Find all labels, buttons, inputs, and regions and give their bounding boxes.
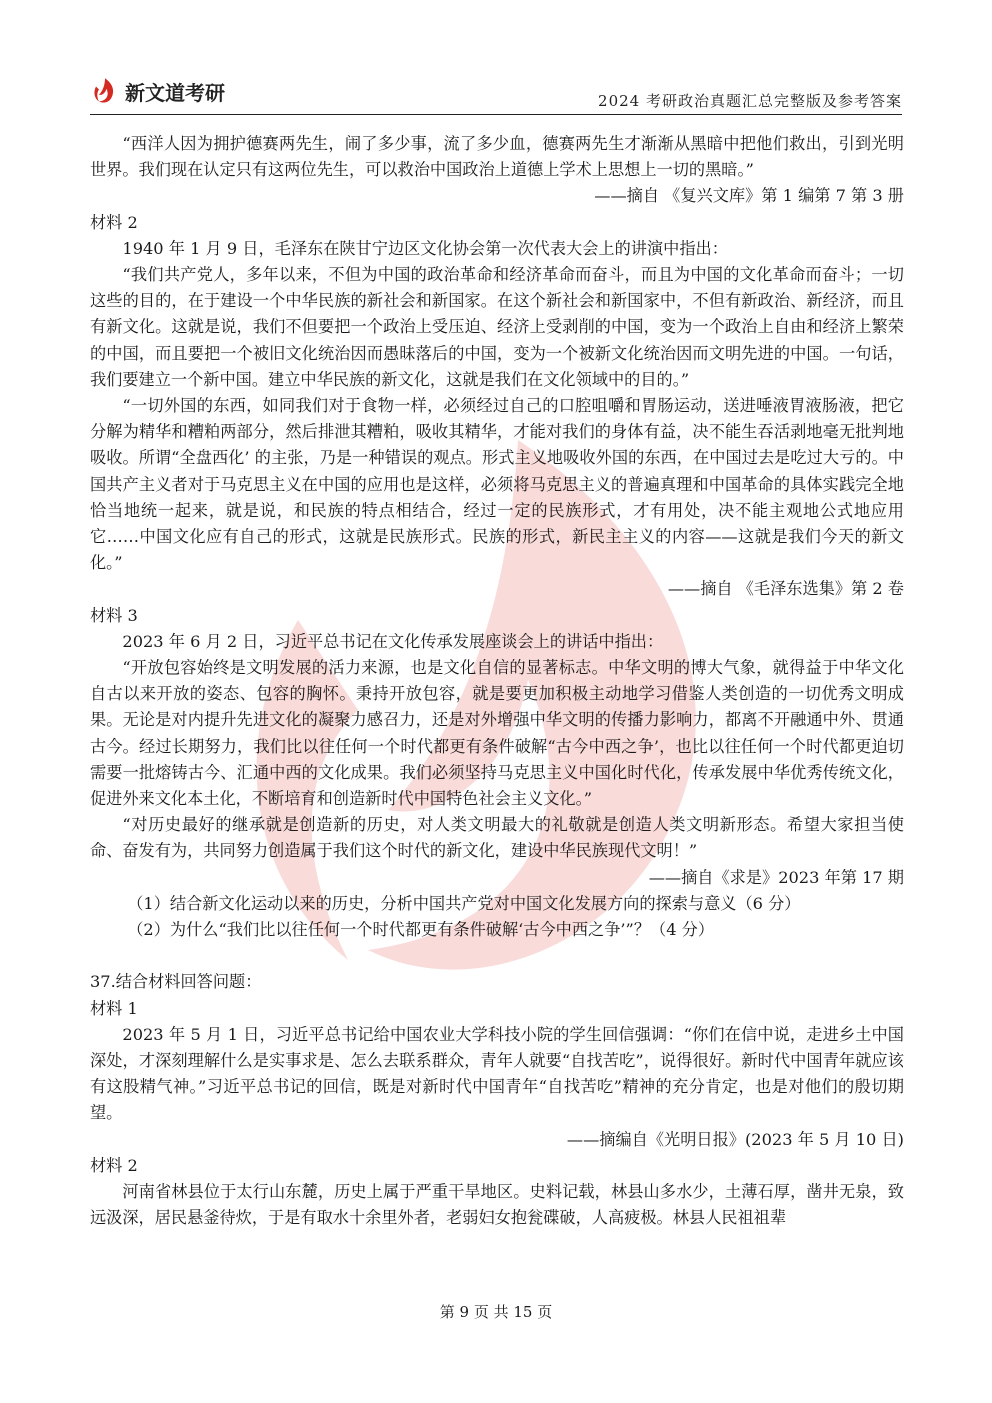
quote-paragraph: “一切外国的东西，如同我们对于食物一样，必须经过自己的口腔咀嚼和胃肠运动，送进唾液胃液肠液，把它分解为精华和糟粕两部分，然后排泄其糟粕，吸收其精华，才能对我们的身体有益，决不能生吞活剥地毫无批判地吸收。所谓“全盘西化’ 的主张，乃是一种错误的观点。形式主义地吸收外国的东西，在中国过去是吃过大亏的。中国共产主义者对于马克思主义在中国的应用也是这样，必须将马克思主义的普遍真理和中国革命的具体实践完全地恰当地统一起来，就是说，和民族的特点相结合，经过一定的民族形式，才有用处，决不能主观地公式地应用它……中国文化应有自己的形式，这就是民族形式。民族的形式，新民主主义的内容——这就是我们今天的新文化。” — [90, 396, 904, 573]
intro-paragraph: 2023 年 6 月 2 日，习近平总书记在文化传承发展座谈会上的讲话中指出： — [122, 631, 664, 651]
page-header — [90, 74, 902, 115]
spacer — [90, 943, 904, 969]
question-heading: 37.结合材料回答问题： — [90, 972, 262, 992]
logo — [90, 74, 225, 108]
citation: ——摘自《求是》2023 年第 17 期 — [648, 867, 904, 887]
page-number: 第 9 页 共 15 页 — [439, 1303, 553, 1321]
logo-text: 新文道考研 — [125, 80, 225, 105]
quote-paragraph: “我们共产党人，多年以来，不但为中国的政治革命和经济革命而奋斗，而且为中国的文化革命而奋斗；一切这些的目的，在于建设一个中华民族的新社会和新国家。在这个新社会和新国家中，不但有新政治、新经济，而且有新文化。这就是说，我们不但要把一个政治上受压迫、经济上受剥削的中国，变为一个政治上自由和经济上繁荣的中国，而且要把一个被旧文化统治因而愚昧落后的中国，变为一个被新文化统治因而文明先进的中国。一句话，我们要建立一个新中国。建立中华民族的新文化，这就是我们在文化领域中的目的。” — [90, 265, 904, 389]
intro-paragraph: 2023 年 5 月 1 日，习近平总书记给中国农业大学科技小院的学生回信强调：“你们在信中说，走进乡土中国深处，才深刻理解什么是实事求是、怎么去联系群众，青年人就要“自找苦吃”，说得很好。新时代中国青年就应该有这股精气神。”习近平总书记的回信，既是对新时代中国青年“自找苦吃”精神的充分肯定，也是对他们的殷切期望。 — [90, 1024, 904, 1123]
citation: ——摘自 《毛泽东选集》第 2 卷 — [667, 579, 904, 599]
quote-paragraph: “西洋人因为拥护德赛两先生，闹了多少事，流了多少血，德赛两先生才渐渐从黑暗中把他们救出，引到光明世界。我们现在认定只有这两位先生，可以救治中国政治上道德上学术上思想上一切的黑暗。” — [90, 134, 904, 180]
citation: ——摘自 《复兴文库》第 1 编第 7 第 3 册 — [594, 186, 904, 206]
material-label: 材料 1 — [90, 998, 138, 1018]
material-label: 材料 2 — [90, 212, 138, 232]
quote-paragraph: “对历史最好的继承就是创造新的历史，对人类文明最大的礼敬就是创造人类文明新形态。希望大家担当使命、奋发有为，共同努力创造属于我们这个时代的新文化，建设中华民族现代文明！” — [90, 815, 904, 861]
quote-paragraph: “开放包容始终是文明发展的活力来源，也是文化自信的显著标志。中华文明的博大气象，就得益于中华文化自古以来开放的姿态、包容的胸怀。秉持开放包容，就是要更加积极主动地学习借鉴人类创造的一切优秀文明成果。无论是对内提升先进文化的凝聚力感召力，还是对外增强中华文明的传播力影响力，都离不开融通中外、贯通古今。经过长期努力，我们比以往任何一个时代都更有条件破解“古今中西之争’，也比以往任何一个时代都更迫切需要一批熔铸古今、汇通中西的文化成果。我们必须坚持马克思主义中国化时代化，传承发展中华优秀传统文化，促进外来文化本土化，不断培育和创造新时代中国特色社会主义文化。” — [90, 658, 904, 809]
header-title: 2024 考研政治真题汇总完整版及参考答案 — [598, 92, 902, 110]
document-body — [90, 131, 904, 1231]
material-label: 材料 3 — [90, 605, 138, 625]
intro-paragraph: 1940 年 1 月 9 日，毛泽东在陕甘宁边区文化协会第一次代表大会上的讲演中指出： — [122, 238, 728, 258]
question-item: （1）结合新文化运动以来的历史，分析中国共产党对中国文化发展方向的探索与意义（6 分） — [127, 893, 801, 913]
question-item: （2）为什么“我们比以往任何一个时代都更有条件破解‘古今中西之争’”？（4 分） — [127, 920, 715, 940]
body-paragraph: 河南省林县位于太行山东麓，历史上属于严重干旱地区。史料记载，林县山多水少，土薄石厚，凿井无泉，致远汲深，居民悬釜待炊，于是有取水十余里外者，老弱妇女抱瓮碟破，人高疲极。林县人民祖祖辈 — [90, 1181, 904, 1228]
material-label: 材料 2 — [90, 1155, 138, 1175]
citation: ——摘编自《光明日报》(2023 年 5 月 10 日) — [566, 1129, 904, 1149]
flame-logo-icon — [90, 76, 120, 106]
